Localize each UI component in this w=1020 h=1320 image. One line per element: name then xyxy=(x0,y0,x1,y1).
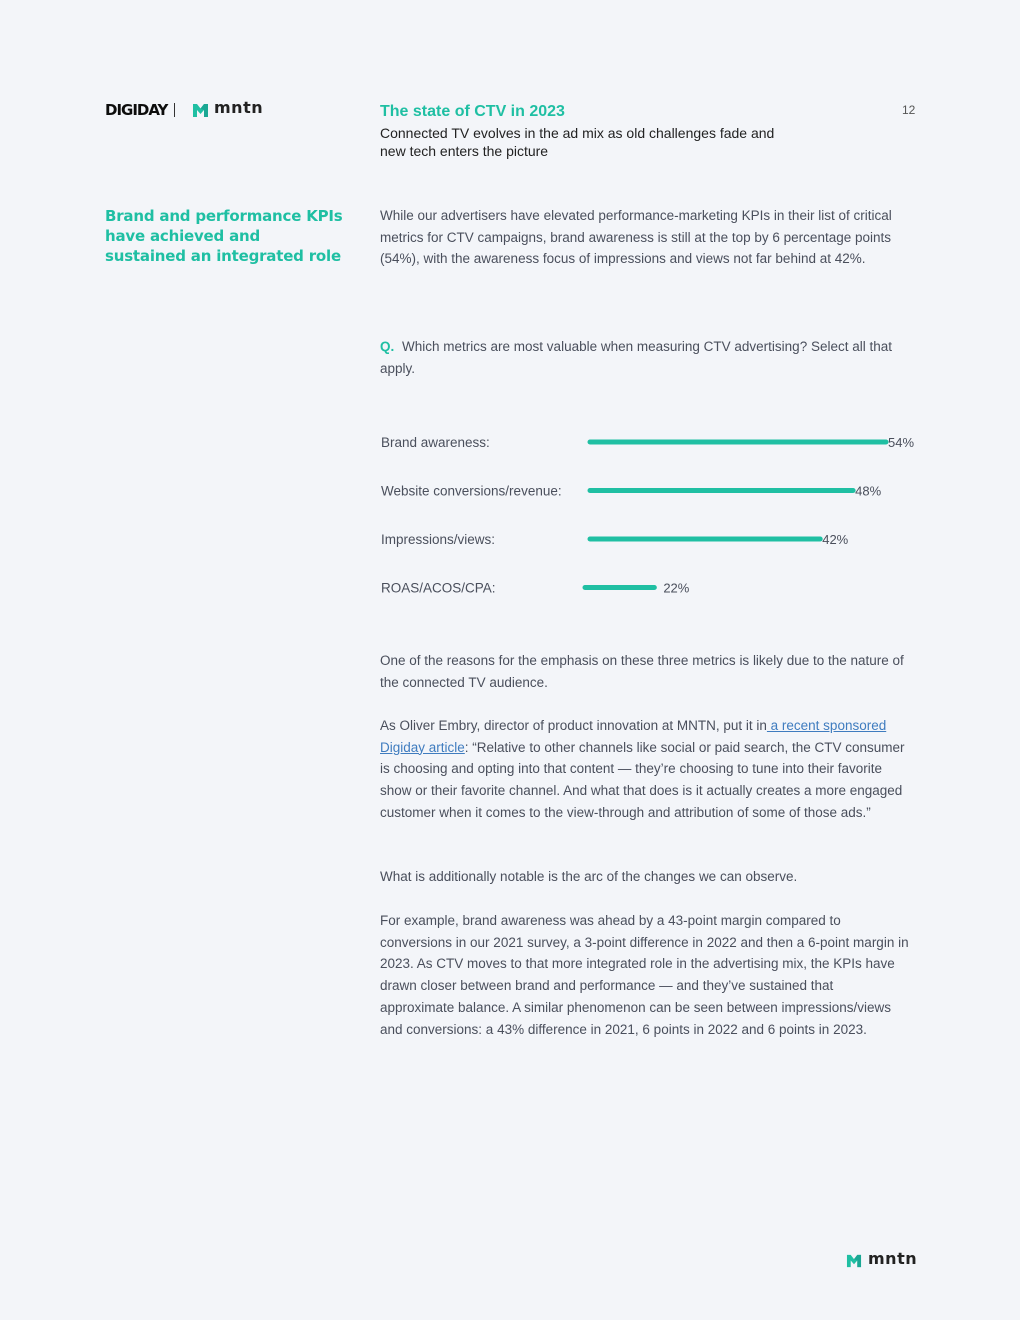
chart-svg xyxy=(380,425,940,615)
quote-text: : “Relative to other channels like social or paid search, the CTV consumer is choosing and opting into that content — they’re choosing to tune into their favorite show or their favorite channel. And what that does is it actually creates a more engaged customer when it comes to the view-through and attribution of some of those ads.” xyxy=(380,739,905,820)
bar-category-label: Brand awareness: xyxy=(381,435,490,450)
metrics-bar-chart xyxy=(380,425,940,615)
page-number: 12 xyxy=(902,103,916,117)
mntn-mark-icon xyxy=(192,102,209,118)
bar-value-label: 54% xyxy=(888,435,915,450)
question-label: Q. xyxy=(380,339,395,354)
quote-lead: As Oliver Embry, director of product innovation at MNTN, put it in xyxy=(380,718,767,733)
bar-value-label: 42% xyxy=(822,532,849,547)
paragraph-arc: What is additionally notable is the arc of the changes we can observe. xyxy=(380,869,798,884)
survey-question xyxy=(380,336,910,379)
paragraph-example: For example, brand awareness was ahead by a 43-point margin compared to conversions in our 2021 survey, a 3-point difference in 2022 and then a 6-point margin in 2023. As CTV moves to that more integrated role in the advertising mix, the KPIs have drawn closer between brand and performance — and they’ve sustained that approximate balance. A similar phenomenon can be seen between impressions/views and conversions: a 43% difference in 2021, 6 points in 2022 and 6 points in 2023. xyxy=(380,913,909,1037)
bar-category-label: ROAS/ACOS/CPA: xyxy=(381,580,496,596)
paragraph-audience: One of the reasons for the emphasis on these three metrics is likely due to the nature of the connected TV audience. xyxy=(380,653,904,690)
logo-divider xyxy=(174,103,175,117)
footer-mntn-logo-text: mntn xyxy=(868,1249,918,1268)
report-title: The state of CTV in 2023 xyxy=(380,103,565,120)
bar-category-label: Impressions/views: xyxy=(381,532,496,547)
mntn-logo-text: mntn xyxy=(214,98,264,117)
intro-paragraph: While our advertisers have elevated performance-marketing KPIs in their list of critical metrics for CTV campaigns, brand awareness is still at the top by 6 percentage points (54%), with the awareness focus of impressions and views not far behind at 42%. xyxy=(380,208,892,267)
report-subtitle: Connected TV evolves in the ad mix as old challenges fade and new tech enters the picture xyxy=(380,125,775,159)
bar-category-label: Website conversions/revenue: xyxy=(381,483,562,499)
digiday-article-link[interactable]: a recent sponsored Digiday article xyxy=(380,718,887,755)
bar-value-label: 48% xyxy=(855,483,882,499)
bar-value-label: 22% xyxy=(663,580,690,596)
footer-mntn-mark-icon xyxy=(846,1253,862,1268)
section-heading: Brand and performance KPIs have achieved and sustained an integrated role xyxy=(105,207,343,265)
paragraph-quote xyxy=(380,715,910,824)
digiday-logo: DIGIDAY xyxy=(105,101,168,119)
question-text: Which metrics are most valuable when measuring CTV advertising? Select all that apply. xyxy=(380,339,892,376)
